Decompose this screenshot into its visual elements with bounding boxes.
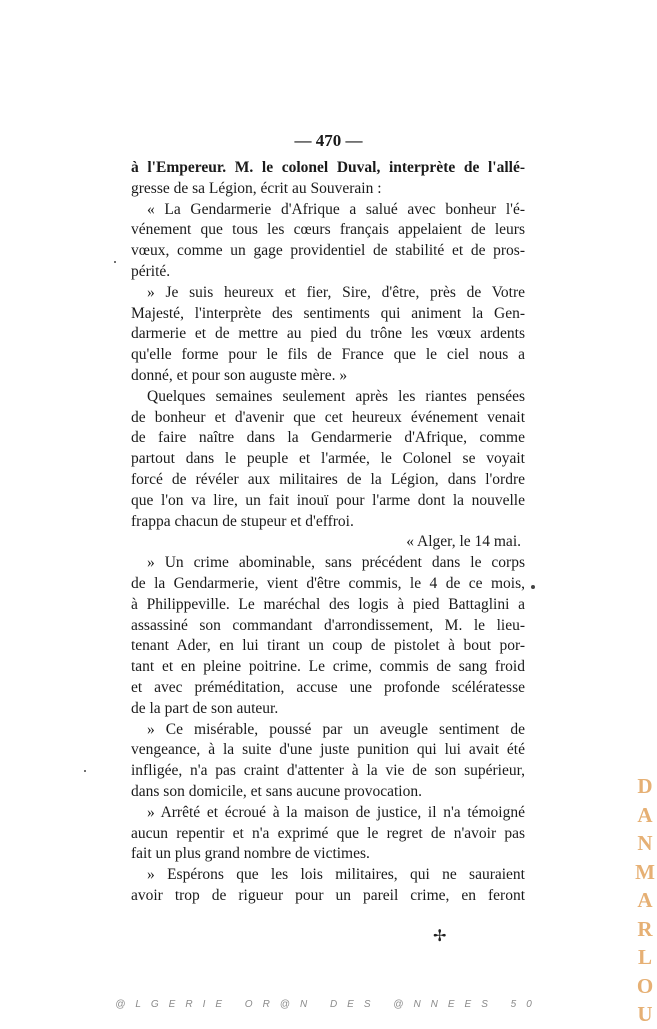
text-line: » Arrêté et écroué à la maison de justice, il n'a témoigné: [147, 803, 525, 821]
text-line: « La Gendarmerie d'Afrique a salué avec bonheur l'é-: [147, 200, 525, 218]
watermark-letter: D: [637, 774, 653, 798]
page-number: — 470 —: [294, 131, 363, 150]
text-line: tant et en pleine poitrine. Le crime, commis de sang froid: [131, 658, 525, 676]
text-line: « Alger, le 14 mai.: [406, 533, 521, 551]
text-line: avoir trop de rigueur pour un pareil crime, en feront: [131, 886, 525, 904]
text-line: frappa chacun de stupeur et d'effroi.: [131, 512, 354, 530]
text-line: vœux, comme un gage providentiel de stabilité et de pros-: [131, 242, 525, 260]
text-line: forcé de révéler aux militaires de la Légion, dans l'ordre: [131, 470, 525, 488]
print-speck: [84, 770, 86, 772]
text-line: que l'on va lire, un fait inouï pour l'arme dont la nouvelle: [131, 491, 525, 509]
text-line: de la part de son auteur.: [131, 699, 279, 717]
watermark-vertical: [634, 772, 656, 1029]
text-line: » Espérons que les lois militaires, qui ne sauraient: [147, 866, 525, 884]
text-line: à Philippeville. Le maréchal des logis à pied Battaglini a: [131, 595, 525, 613]
text-line: darmerie et de mettre au pied du trône les vœux ardents: [131, 325, 525, 343]
watermark-letter: A: [637, 888, 653, 912]
print-speck: [531, 585, 535, 589]
text-line: qu'elle forme pour le fils de France que le ciel nous a: [131, 346, 525, 364]
watermark-letter: O: [636, 973, 654, 998]
text-line: infligée, n'a pas craint d'attenter à la vie de son supérieur,: [131, 762, 525, 780]
text-line: » Je suis heureux et fier, Sire, d'être, près de Votre: [147, 283, 525, 301]
text-line: gresse de sa Légion, écrit au Souverain :: [131, 179, 382, 197]
text-line: de bonheur et d'avenir que cet heureux événement venait: [131, 408, 525, 426]
text-line: assassiné son commandant d'arrondissement, M. le lieu-: [131, 616, 525, 634]
watermark-letter: U: [637, 1002, 653, 1026]
watermark-letter: R: [637, 916, 653, 941]
text-line: vénement que tous les cœurs français appelaient de leurs: [131, 221, 525, 239]
text-line: Majesté, l'interprète des sentiments qui animent la Gen-: [131, 304, 525, 322]
footer-caption: @LGERIE OR@N DES @NNEES 50: [115, 999, 542, 1010]
text-line: fait un plus grand nombre de victimes.: [131, 845, 370, 863]
body-text: [131, 158, 525, 907]
watermark-letter: A: [637, 802, 653, 827]
text-line: aucun repentir et n'a exprimé que le regret de n'avoir pas: [131, 824, 525, 842]
text-line: » Ce misérable, poussé par un aveugle sentiment de: [147, 720, 525, 738]
text-line: dans son domicile, et sans aucune provocation.: [131, 782, 422, 800]
watermark-letter: M: [635, 859, 655, 884]
text-line: à l'Empereur. M. le colonel Duval, interprète de l'allé-: [131, 159, 525, 176]
text-line: » Un crime abominable, sans précédent dans le corps: [147, 554, 525, 572]
text-line: donné, et pour son auguste mère. »: [131, 366, 348, 384]
text-line: et avec préméditation, accuse une profonde scélératesse: [131, 678, 525, 696]
text-line: Quelques semaines seulement après les riantes pensées: [147, 387, 525, 405]
text-line: vengeance, à la suite d'une juste punition qui lui avait été: [131, 741, 525, 759]
print-speck: [114, 261, 116, 263]
ornament-mark: ✢: [433, 926, 447, 945]
watermark-letter: L: [637, 945, 652, 969]
watermark-letter: N: [637, 831, 653, 855]
text-line: de faire naître dans la Gendarmerie d'Afrique, comme: [131, 429, 525, 447]
text-line: périté.: [131, 262, 171, 280]
text-line: de la Gendarmerie, vient d'être commis, le 4 de ce mois,: [131, 574, 525, 592]
text-line: tenant Ader, en lui tirant un coup de pistolet à bout por-: [131, 637, 525, 655]
text-line: partout dans le peuple et l'armée, le Colonel se voyait: [131, 450, 525, 468]
